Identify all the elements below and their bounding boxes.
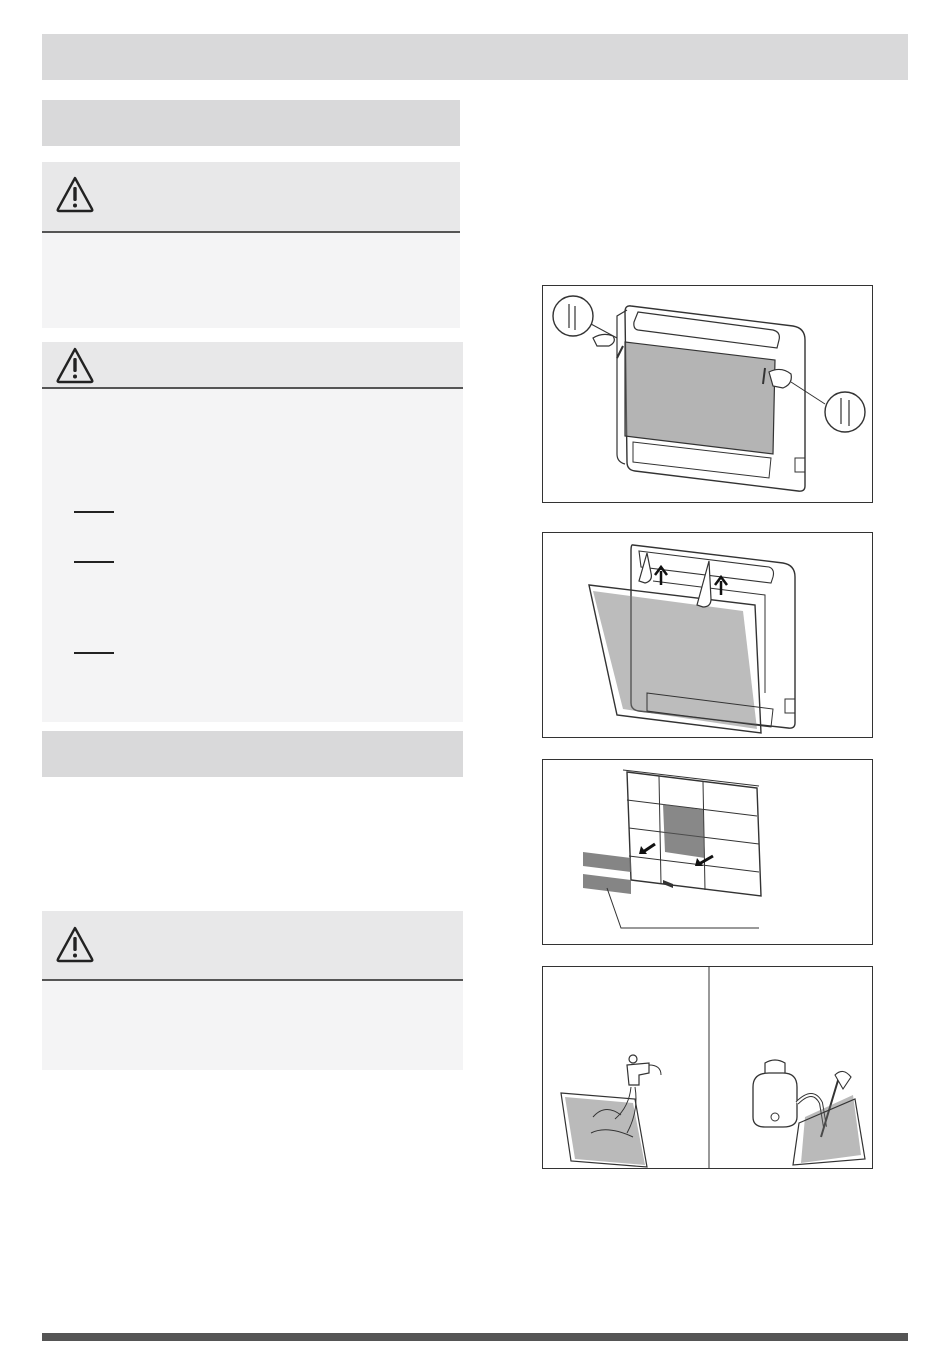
section-header-maintenance bbox=[42, 100, 460, 146]
warning-box-body bbox=[42, 981, 463, 1070]
note-label-underline bbox=[74, 652, 114, 654]
caution-box-header bbox=[42, 342, 463, 389]
warning-triangle-icon bbox=[55, 175, 95, 213]
figure-remove-filter bbox=[542, 759, 873, 945]
page-footer-bar bbox=[42, 1333, 908, 1341]
caution-box-body bbox=[42, 389, 463, 722]
page-header-banner bbox=[42, 34, 908, 80]
warning-triangle-icon bbox=[55, 346, 95, 384]
warning-box-body bbox=[42, 233, 460, 328]
figure-clean-filter bbox=[542, 966, 873, 1169]
section-header-filter bbox=[42, 731, 463, 777]
figure-remove-panel bbox=[542, 532, 873, 738]
warning-box-header bbox=[42, 162, 460, 233]
note-label-underline bbox=[74, 511, 114, 513]
note-label-underline bbox=[74, 561, 114, 563]
warning-box-header bbox=[42, 911, 463, 981]
figure-open-front-panel bbox=[542, 285, 873, 503]
warning-triangle-icon bbox=[55, 925, 95, 963]
section-body bbox=[42, 777, 463, 907]
